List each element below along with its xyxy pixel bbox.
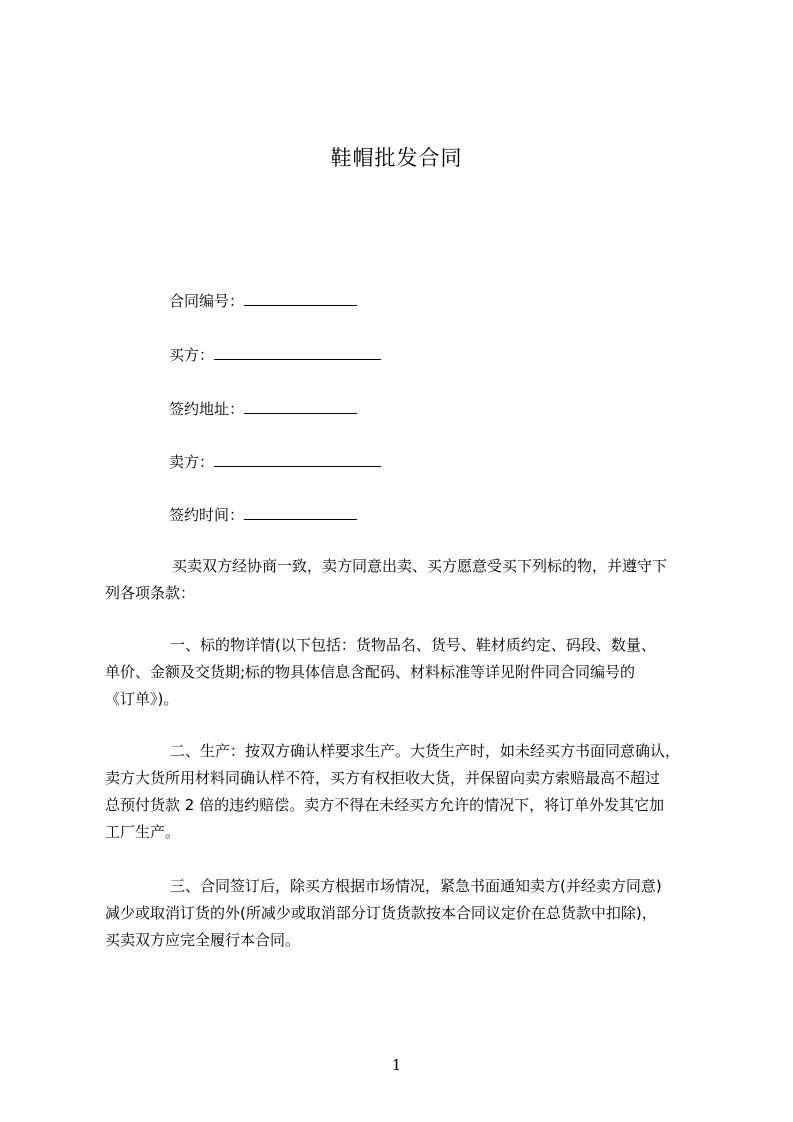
signing-time-field (169, 505, 357, 525)
clause-3 (105, 873, 700, 954)
text-line: 工厂生产。 (105, 823, 181, 841)
intro-paragraph (105, 553, 700, 607)
text-line: 三、合同签订后，除买方根据市场情况，紧急书面通知卖方(并经卖方同意) (170, 877, 662, 895)
clause-1 (105, 632, 700, 713)
text-line: 单价、金额及交货期;标的物具体信息含配码、材料标准等详见附件同合同编号的 (105, 663, 636, 681)
text-line: 买卖双方经协商一致，卖方同意出卖、买方愿意受买下列标的物，并遵守下 (172, 557, 668, 575)
signing-address-field (169, 399, 357, 419)
seller-field (169, 452, 381, 472)
clause-2 (105, 738, 700, 846)
signing-time-blank (244, 505, 357, 520)
signing-address-blank (244, 399, 357, 414)
text-line: 列各项条款： (105, 584, 196, 602)
contract-number-blank (244, 291, 357, 306)
contract-number-label: 合同编号： (169, 292, 245, 310)
contract-number-field (169, 291, 357, 311)
text-line: 总预付货款 2 倍的违约赔偿。卖方不得在未经买方允许的情况下，将订单外发其它加 (105, 796, 665, 814)
buyer-blank (214, 345, 381, 360)
signing-time-label: 签约时间： (169, 506, 245, 524)
buyer-field (169, 345, 381, 365)
text-line: 二、生产：按双方确认样要求生产。大货生产时，如未经买方书面同意确认， (170, 742, 681, 760)
seller-blank (214, 452, 381, 467)
text-line: 买卖双方应完全履行本合同。 (105, 931, 301, 949)
document-title: 鞋帽批发合同 (330, 146, 463, 170)
text-line: 减少或取消订货的外(所减少或取消部分订货货款按本合同议定价在总货款中扣除)， (105, 904, 657, 922)
text-line: 一、标的物详情(以下包括：货物品名、货号、鞋材质约定、码段、数量、 (170, 636, 656, 654)
buyer-label: 买方： (169, 346, 215, 364)
text-line: 《订单》)。 (105, 690, 179, 708)
text-line: 卖方大货所用材料同确认样不符，买方有权拒收大货，并保留向卖方索赔最高不超过 (105, 769, 661, 787)
page-number: 1 (391, 1056, 402, 1074)
seller-label: 卖方： (169, 453, 215, 471)
signing-address-label: 签约地址： (169, 400, 245, 418)
